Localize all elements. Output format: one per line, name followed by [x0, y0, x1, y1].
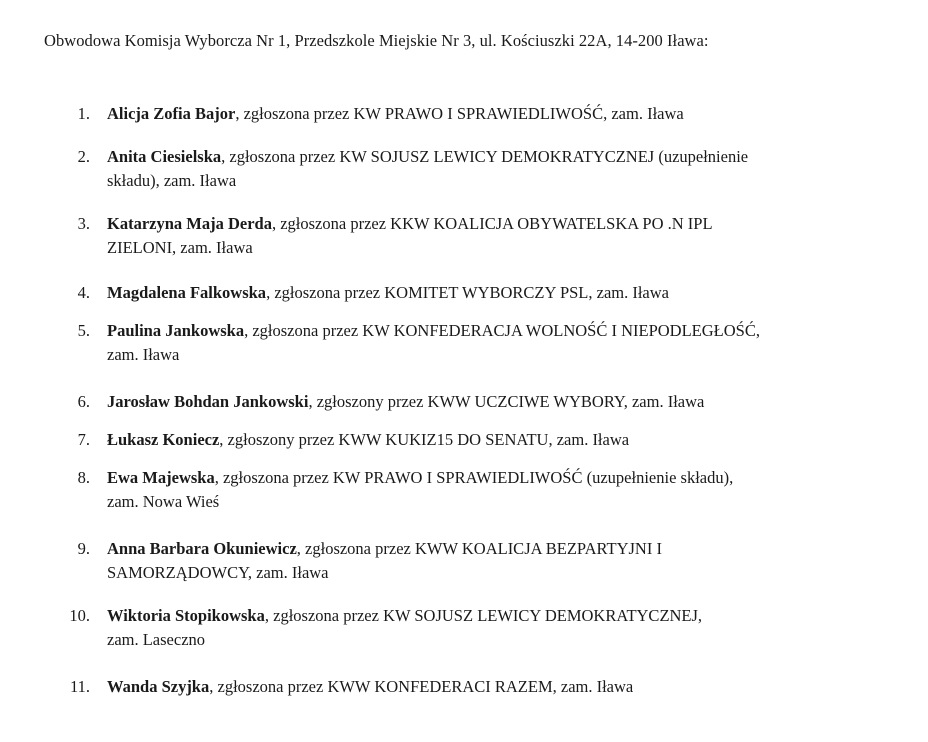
item-text	[107, 319, 897, 367]
member-details: , zgłoszona przez KKW KOALICJA OBYWATELSKA PO .N IPL	[271, 214, 713, 233]
item-text	[107, 281, 897, 305]
member-details-continued: zam. Iława	[107, 345, 180, 364]
item-text	[107, 390, 897, 414]
member-details: , zgłoszona przez KWW KONFEDERACI RAZEM, zam. Iława	[209, 677, 634, 696]
member-name: Ewa Majewska	[107, 468, 215, 487]
member-details: , zgłoszony przez KWW KUKIZ15 DO SENATU, zam. Iława	[219, 430, 630, 449]
item-number: 11.	[69, 677, 90, 696]
item-number: 5.	[77, 321, 90, 340]
member-name: Wanda Szyjka	[107, 677, 210, 696]
member-name: Wiktoria Stopikowska	[107, 606, 265, 625]
item-number: 10.	[69, 606, 90, 625]
member-name: Jarosław Bohdan Jankowski	[107, 392, 309, 411]
item-text	[107, 604, 897, 652]
member-details: , zgłoszona przez KW KONFEDERACJA WOLNOŚĆ I NIEPODLEGŁOŚĆ,	[244, 321, 760, 340]
member-details-continued: SAMORZĄDOWCY, zam. Iława	[107, 563, 329, 582]
member-name: Anna Barbara Okuniewicz	[107, 539, 297, 558]
item-number: 3.	[77, 214, 90, 233]
item-number: 6.	[77, 392, 90, 411]
item-number: 2.	[77, 147, 90, 166]
item-number: 4.	[77, 283, 90, 302]
item-text	[107, 102, 897, 126]
member-details: , zgłoszona przez KOMITET WYBORCZY PSL, zam. Iława	[266, 283, 669, 302]
item-text	[107, 428, 897, 452]
item-text	[107, 145, 897, 193]
member-name: Łukasz Koniecz	[107, 430, 220, 449]
member-details: , zgłoszona przez KW SOJUSZ LEWICY DEMOKRATYCZNEJ,	[264, 606, 703, 625]
item-number: 7.	[77, 430, 90, 449]
member-details-continued: zam. Nowa Wieś	[107, 492, 220, 511]
member-details: , zgłoszony przez KWW UCZCIWE WYBORY, zam. Iława	[308, 392, 705, 411]
commission-header: Obwodowa Komisja Wyborcza Nr 1, Przedszkole Miejskie Nr 3, ul. Kościuszki 22A, 14-200 Iława:	[44, 31, 709, 50]
item-text	[107, 537, 897, 585]
member-details-continued: zam. Laseczno	[107, 630, 206, 649]
member-details: , zgłoszona przez KW PRAWO I SPRAWIEDLIWOŚĆ (uzupełnienie składu),	[214, 468, 734, 487]
item-text	[107, 675, 897, 699]
member-details-continued: składu), zam. Iława	[107, 171, 237, 190]
item-text	[107, 212, 897, 260]
member-details: , zgłoszona przez KW PRAWO I SPRAWIEDLIWOŚĆ, zam. Iława	[235, 104, 684, 123]
member-details-continued: ZIELONI, zam. Iława	[107, 238, 253, 257]
item-number: 1.	[77, 104, 90, 123]
member-name: Magdalena Falkowska	[107, 283, 267, 302]
member-name: Alicja Zofia Bajor	[107, 104, 236, 123]
item-number: 8.	[77, 468, 90, 487]
item-number: 9.	[77, 539, 90, 558]
item-text	[107, 466, 897, 514]
member-name: Anita Ciesielska	[107, 147, 222, 166]
member-name: Paulina Jankowska	[107, 321, 245, 340]
member-details: , zgłoszona przez KWW KOALICJA BEZPARTYJNI I	[296, 539, 662, 558]
member-name: Katarzyna Maja Derda	[107, 214, 272, 233]
member-details: , zgłoszona przez KW SOJUSZ LEWICY DEMOKRATYCZNEJ (uzupełnienie	[221, 147, 749, 166]
